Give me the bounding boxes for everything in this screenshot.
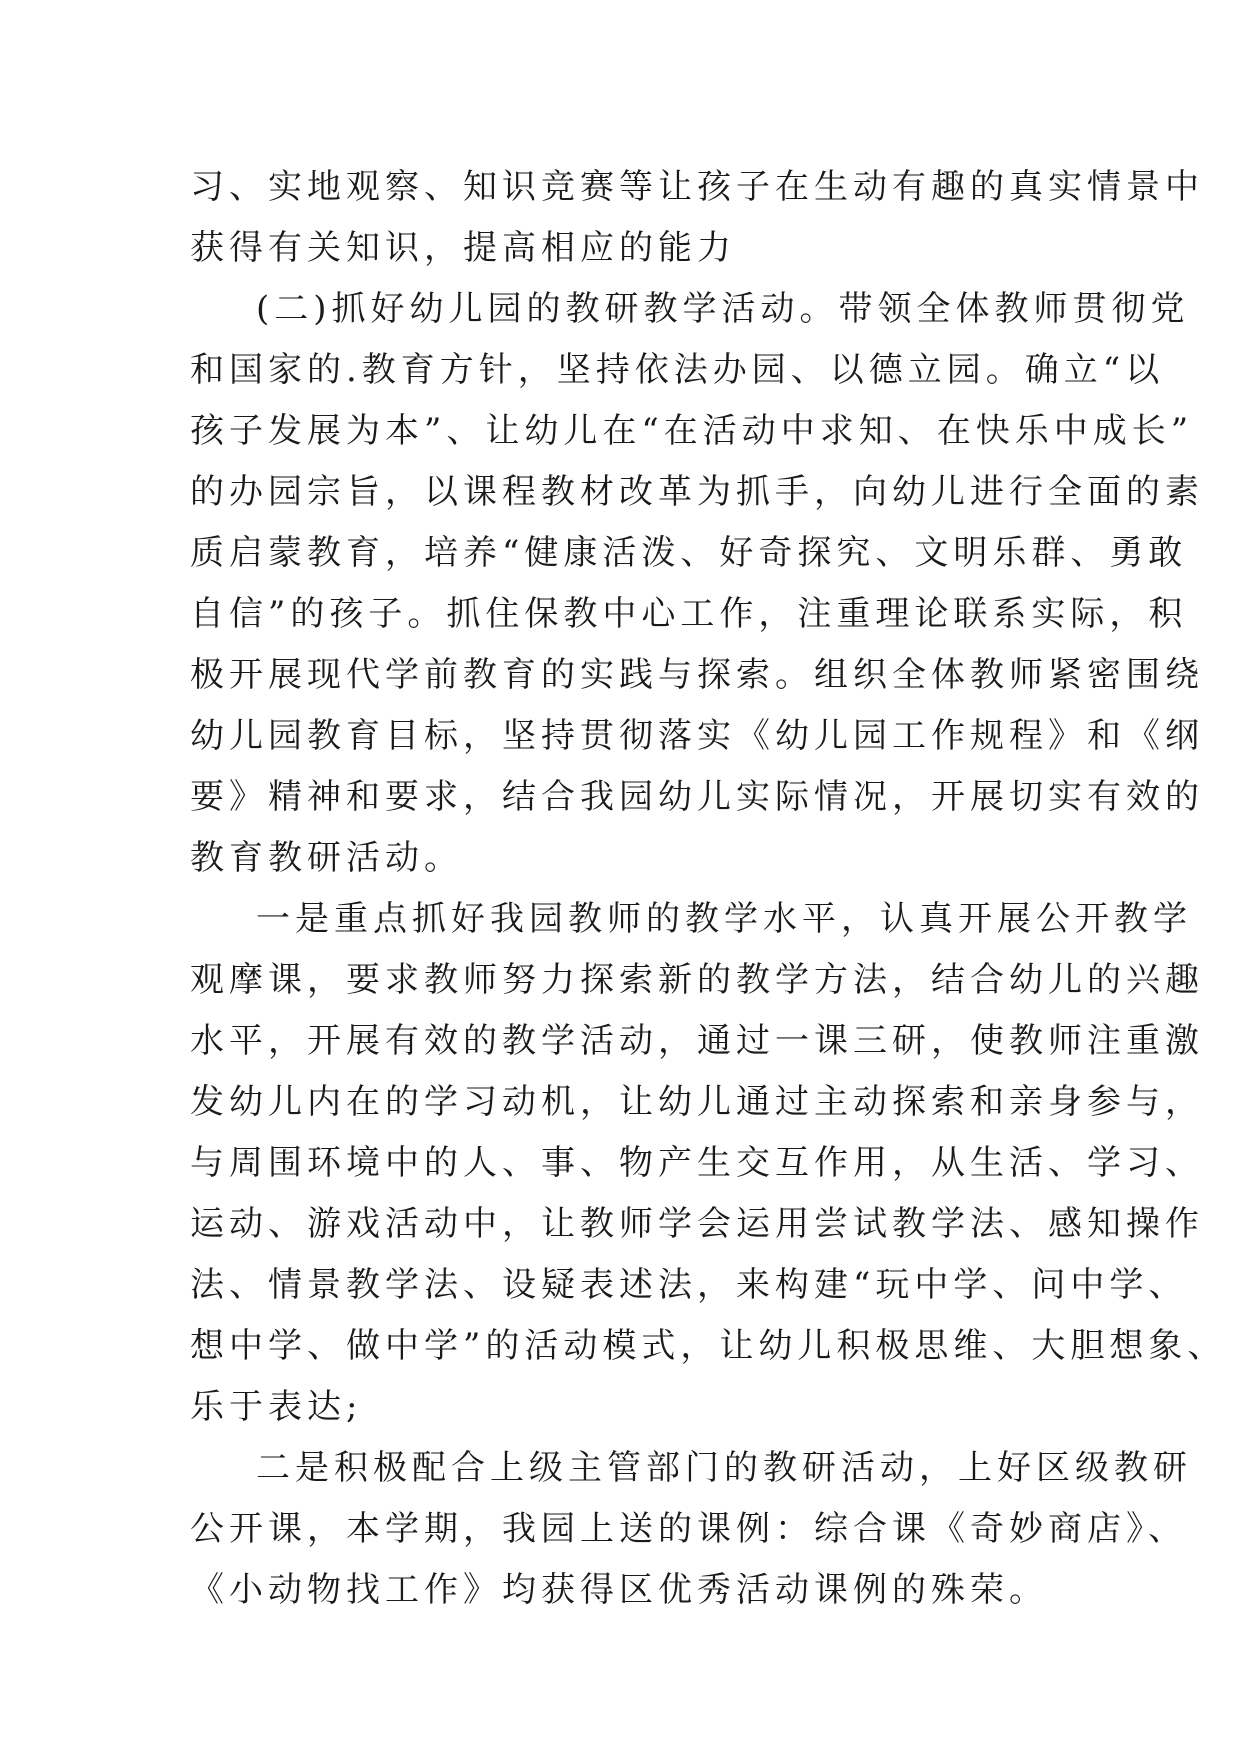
- text-line: 的办园宗旨，以课程教材改革为抓手，向幼儿进行全面的素: [190, 472, 1204, 512]
- text-line: 要》精神和要求，结合我园幼儿实际情况，开展切实有效的: [190, 777, 1204, 817]
- text-line: 自信”的孩子。抓住保教中心工作，注重理论联系实际，积: [190, 594, 1188, 634]
- text-line: 孩子发展为本”、让幼儿在“在活动中求知、在快乐中成长”: [190, 411, 1194, 451]
- text-line: 习、实地观察、知识竞赛等让孩子在生动有趣的真实情景中: [190, 167, 1204, 207]
- text-line: 幼儿园教育目标，坚持贯彻落实《幼儿园工作规程》和《纲: [190, 716, 1204, 756]
- text-line: 观摩课，要求教师努力探索新的教学方法，结合幼儿的兴趣: [190, 960, 1204, 1000]
- text-line: 发幼儿内在的学习动机，让幼儿通过主动探索和亲身参与，: [190, 1082, 1204, 1122]
- document-body: [190, 157, 1227, 1621]
- text-line: 运动、游戏活动中，让教师学会运用尝试教学法、感知操作: [190, 1204, 1204, 1244]
- text-line: 和国家的.教育方针，坚持依法办园、以德立园。确立“以: [190, 350, 1165, 390]
- paragraph-start-line: 二是积极配合上级主管部门的教研活动，上好区级教研: [256, 1448, 1192, 1488]
- text-line: 《小动物找工作》均获得区优秀活动课例的殊荣。: [190, 1570, 1048, 1610]
- text-line: 想中学、做中学”的活动模式，让幼儿积极思维、大胆想象、: [190, 1326, 1227, 1366]
- text-line: 极开展现代学前教育的实践与探索。组织全体教师紧密围绕: [190, 655, 1204, 695]
- text-line: 教育教研活动。: [190, 838, 463, 878]
- paragraph-start-line: 一是重点抓好我园教师的教学水平，认真开展公开教学: [256, 899, 1192, 939]
- text-line: 与周围环境中的人、事、物产生交互作用，从生活、学习、: [190, 1143, 1204, 1183]
- text-line: 法、情景教学法、设疑表述法，来构建“玩中学、问中学、: [190, 1265, 1188, 1305]
- text-line: 公开课，本学期，我园上送的课例：综合课《奇妙商店》、: [190, 1509, 1187, 1549]
- text-line: 乐于表达;: [190, 1387, 363, 1427]
- text-line: 质启蒙教育，培养“健康活泼、好奇探究、文明乐群、勇敢: [190, 533, 1188, 573]
- text-line: 水平，开展有效的教学活动，通过一课三研，使教师注重激: [190, 1021, 1204, 1061]
- paragraph-start-line: (二)抓好幼儿园的教研教学活动。带领全体教师贯彻党: [256, 289, 1190, 329]
- text-line: 获得有关知识，提高相应的能力: [190, 228, 736, 268]
